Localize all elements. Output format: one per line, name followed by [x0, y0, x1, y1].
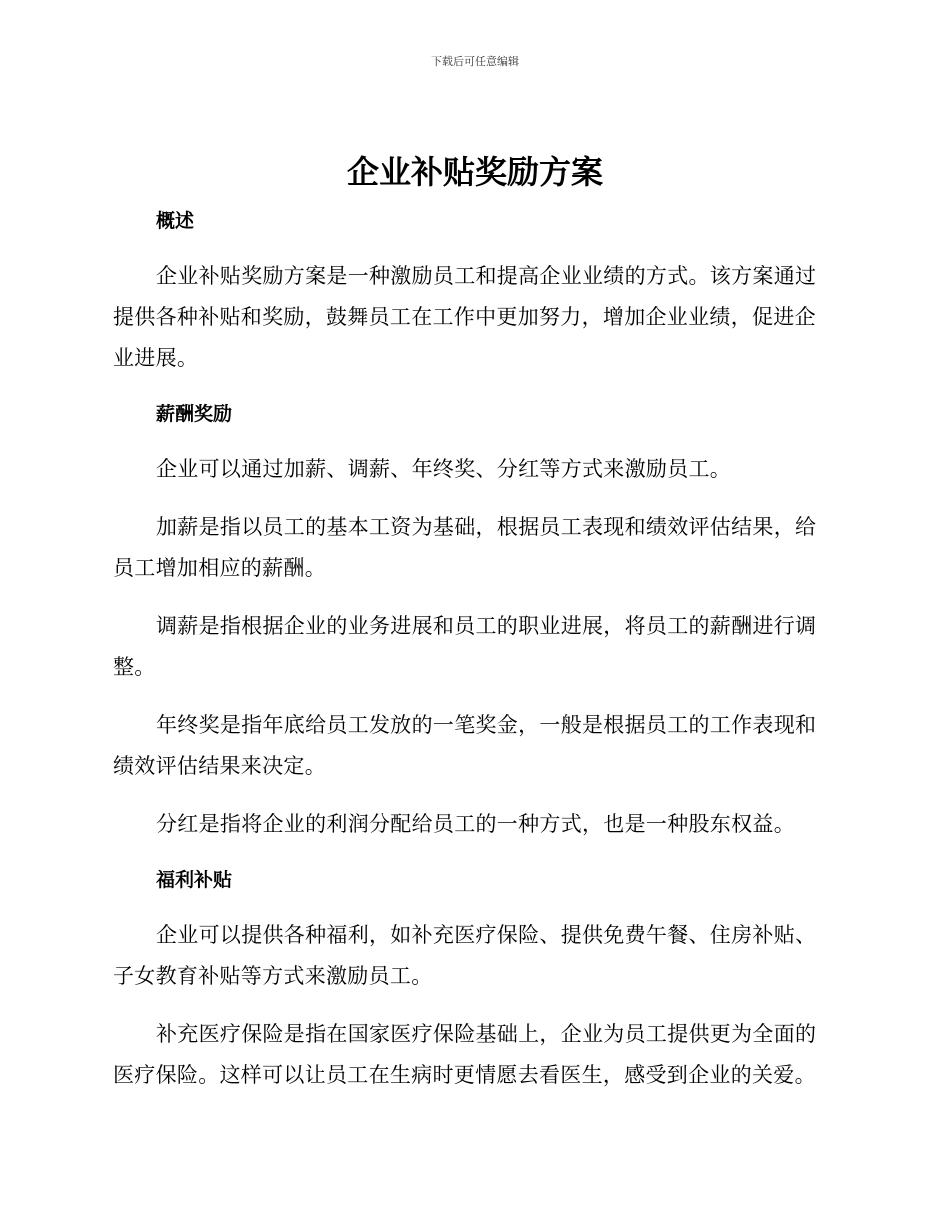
paragraph: 年终奖是指年底给员工发放的一笔奖金，一般是根据员工的工作表现和绩效评估结果来决定。	[113, 713, 817, 778]
document-title: 企业补贴奖励方案	[346, 153, 603, 191]
section-welfare-subsidies	[113, 862, 833, 1096]
paragraph: 补充医疗保险是指在国家医疗保险基础上，企业为员工提供更为全面的医疗保险。这样可以让员工在生病时更情愿去看医生，感受到企业的关爱。	[113, 1022, 817, 1087]
document-body	[113, 203, 833, 1113]
paragraph: 企业补贴奖励方案是一种激励员工和提高企业业绩的方式。该方案通过提供各种补贴和奖励，鼓舞员工在工作中更加努力，增加企业业绩，促进企业进展。	[113, 264, 817, 370]
section-heading: 概述	[156, 210, 195, 232]
section-heading: 薪酬奖励	[156, 403, 233, 425]
paragraph: 调薪是指根据企业的业务进展和员工的职业进展，将员工的薪酬进行调整。	[113, 614, 817, 679]
paragraph: 加薪是指以员工的基本工资为基础，根据员工表现和绩效评估结果，给员工增加相应的薪酬。	[113, 515, 817, 580]
paragraph: 分红是指将企业的利润分配给员工的一种方式，也是一种股东权益。	[156, 812, 795, 836]
page-header: 下载后可任意编辑	[431, 55, 519, 68]
paragraph: 企业可以通过加薪、调薪、年终奖、分红等方式来激励员工。	[156, 457, 732, 481]
section-salary-rewards	[113, 396, 833, 845]
section-overview	[113, 203, 833, 379]
section-heading: 福利补贴	[156, 869, 233, 891]
paragraph: 企业可以提供各种福利，如补充医疗保险、提供免费午餐、住房补贴、子女教育补贴等方式来激励员工。	[113, 923, 817, 988]
